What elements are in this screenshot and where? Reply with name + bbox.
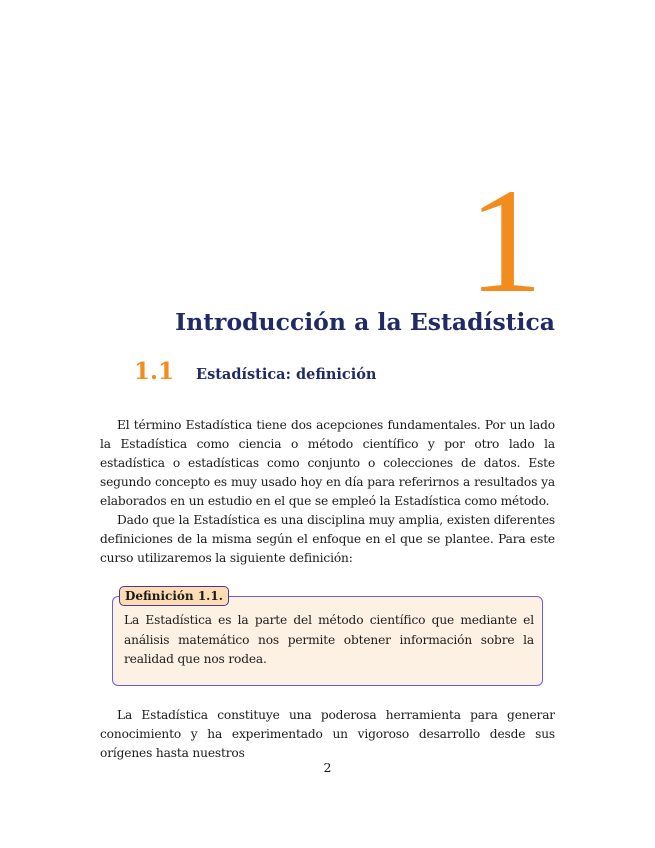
paragraph-statistics-tool: La Estadística constituye una poderosa herramienta para generar conocimiento y ha experimentado un vigoroso desarrollo desde sus orígenes hasta nuestros: [100, 708, 555, 760]
paragraph-definition-context: Dado que la Estadística es una disciplina muy amplia, existen diferentes definiciones de la misma según el enfoque en el que se plantee. Para este curso utilizaremos la siguiente definición:: [100, 513, 555, 565]
section-heading: [134, 358, 376, 385]
chapter-number: 1: [468, 158, 543, 324]
definition-text: La Estadística es la parte del método científico que mediante el análisis matemático nos permite obtener información sobre la realidad que nos rodea.: [124, 613, 534, 666]
section-number: 1.1: [134, 358, 175, 385]
paragraph-definition-intro: El término Estadística tiene dos acepciones fundamentales. Por un lado la Estadística como ciencia o método científico y por otro lado la estadística o estadísticas como conjunto o colecciones de datos. Este segundo concepto es muy usado hoy en día para referirnos a resultados ya elaborados en un estudio en el que se empleó la Estadística como método.: [100, 418, 555, 508]
definition-label: Definición 1.1.: [119, 586, 229, 606]
chapter-title: Introducción a la Estadística: [175, 308, 555, 336]
page-number: 2: [323, 760, 332, 775]
section-title: Estadística: definición: [196, 366, 377, 383]
